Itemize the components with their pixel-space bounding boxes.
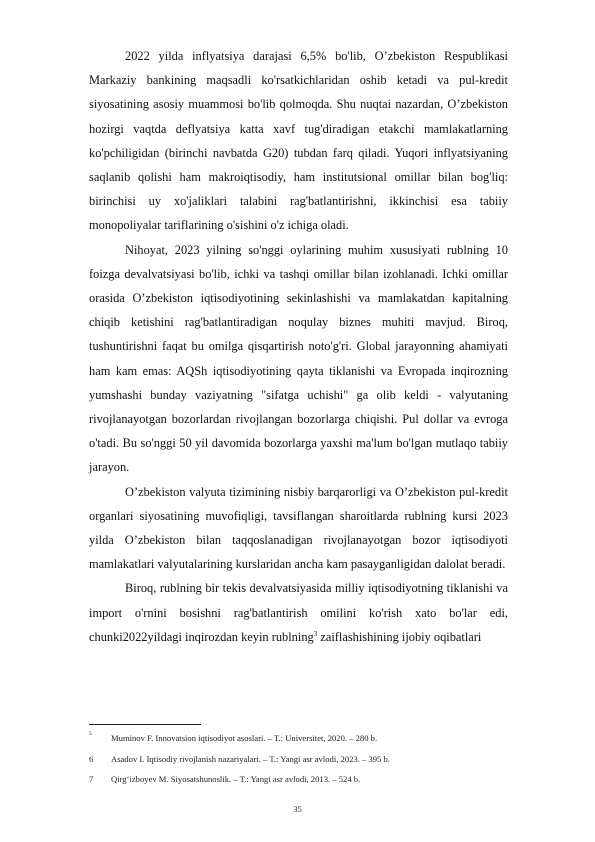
page-number: 35 (293, 804, 302, 814)
footnote-text: Qirg‘izboyev M. Siyosatshunoslik. – T.: Yangi asr avlodi, 2013. – 524 b. (111, 774, 361, 784)
footnote-separator (89, 724, 201, 725)
footnote-mark: 6 (89, 753, 94, 764)
footnote-text: Muminov F. Innovatsion iqtisodiyot asoslari. – T.: Universitet, 2020. – 280 b. (111, 733, 378, 743)
paragraph-inflation: 2022 yilda inflyatsiya darajasi 6,5% bo'lib, O’zbekiston Respublikasi Markaziy bankining maqsadli ko'rsatkichlaridan oshib ketadi va pul-kredit siyosatining asosiy muammosi bo'lib qolmoqda. Shu nuqtai nazardan, O’zbekiston hozirgi vaqtda deflyatsiya katta xavf tug'diradigan etakchi mamlakatlarning ko'pchiligidan (birinchi navbatda G20) tubdan farq qiladi. Yuqori inflyatsiyaning saqlanib qolishi ham makroiqtisodiy, ham institutsional omillar bilan bog'liq: birinchisi uy xo'jaliklari talabini rag'batlantirishni, ikkinchisi esa tabiiy monopoliyalar tariflarining o'sishini o'z ichiga oladi. (89, 49, 508, 233)
footnote-mark: 5 (89, 731, 92, 737)
paragraph-currency-stability: O’zbekiston valyuta tizimining nisbiy barqarorligi va O’zbekiston pul-kredit organlari siyosatining muvofiqligi, tavsiflangan sharoitlarda rublning kursi 2023 yilda O’zbekiston bilan taqqoslanadigan rivojlanayotgan bozor iqtisodiyoti mamlakatlari valyutalarining kurslaridan ancha kam pasayganligidan dalolat beradi. (89, 484, 508, 572)
paragraph-text-end: zaiflashishining ijobiy oqibatlari (317, 629, 482, 644)
paragraph-import-substitution (89, 576, 508, 649)
footnote-mark: 7 (89, 774, 94, 784)
footnote-item (89, 769, 508, 790)
footnote-reference[interactable]: 3 (313, 629, 318, 638)
footnote-text: Asadov I. Iqtisodiy rivojlanish nazariyalari. – T.: Yangi asr avlodi, 2023. – 395 b. (111, 753, 390, 764)
body-text (89, 44, 508, 649)
paragraph-text-start: Biroq, rublning bir tekis devalvatsiyasida milliy iqtisodiyotning tiklanishi va import o'rnini bosishni rag'batlantirish omilini ko'rish xato bo'lar edi, chunki2022yildagi inqirozdan keyin rublning (89, 581, 508, 644)
footnote-item (89, 728, 508, 749)
paragraph-devaluation: Nihoyat, 2023 yilning so'nggi oylarining muhim xususiyati rublning 10 foizga devalvatsiyasi bo'lib, ichki va tashqi omillar bilan izohlanadi. Ichki omillar orasida O’zbekiston iqtisodiyotining sekinlashishi va mamlakatdan kapitalning chiqib ketishini rag'batlantiradigan noqulay biznes muhiti mavjud. Biroq, tushuntirishni faqat bu omilga qisqartirish noto'g'ri. Global jarayonning ahamiyati ham kam emas: AQSh iqtisodiyotining qayta tiklanishi va Evropada inqirozning yumshashi bunday vaziyatning "sifatga uchishi" ga olib keldi - valyutaning rivojlanayotgan bozorlardan rivojlangan bozorlarga chiqishi. Pul dollar va evroga o'tadi. Bu so'nggi 50 yil davomida bozorlarga yaxshi ma'lum bo'lgan mutlaqo tabiiy jarayon. (89, 242, 508, 475)
footnote-item (89, 749, 508, 770)
footnotes (89, 728, 508, 790)
